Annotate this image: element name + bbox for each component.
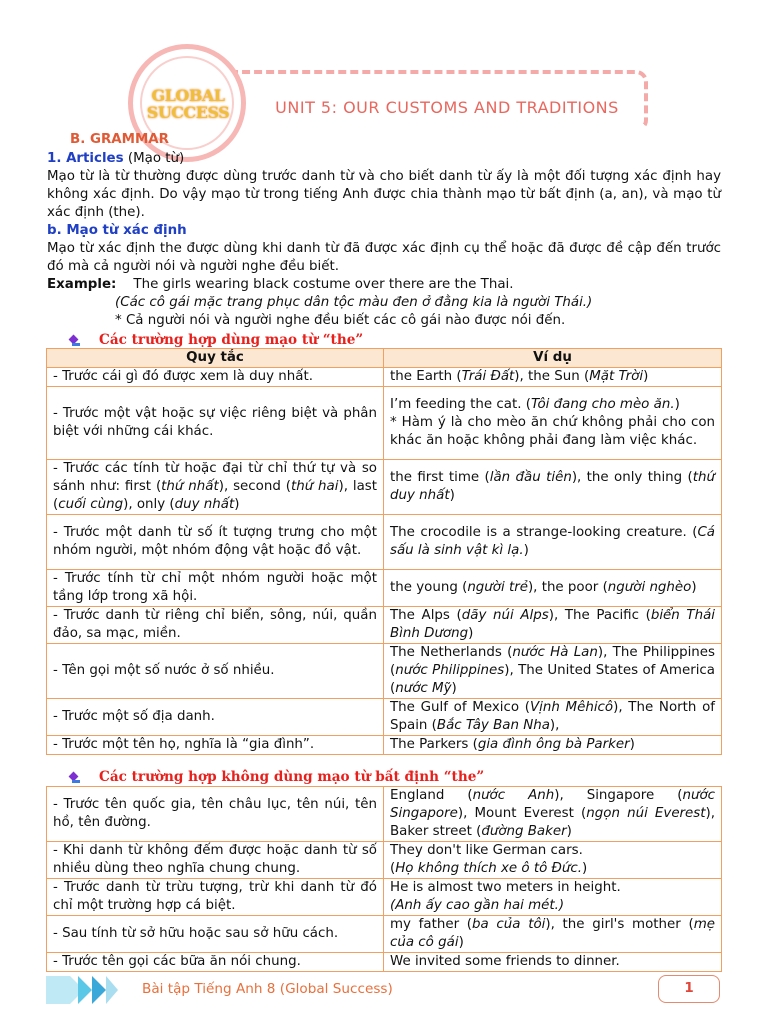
rule-cell: - Trước một danh từ số ít tượng trưng cho một nhóm người, một nhóm động vật hoặc đồ vật. — [47, 515, 384, 570]
example-cell: my father (ba của tôi), the girl's mother (mẹ của cô gái) — [384, 916, 722, 953]
table-row — [47, 842, 722, 879]
no-the-heading: Các trường hợp không dùng mạo từ bất định “the” — [70, 768, 484, 786]
use-the-heading: Các trường hợp dùng mạo từ “the” — [70, 331, 363, 349]
table-row — [47, 607, 722, 644]
footer-chevron-icon — [46, 976, 70, 1004]
rule-cell: - Trước tên quốc gia, tên châu lục, tên núi, tên hồ, tên đường. — [47, 787, 384, 842]
definite-heading: b. Mạo từ xác định — [47, 223, 187, 238]
table-row — [47, 787, 722, 842]
rule-cell: - Trước danh từ trừu tượng, trừ khi danh từ đó chỉ một trường hợp cá biệt. — [47, 879, 384, 916]
example-cell: The Parkers (gia đình ông bà Parker) — [384, 736, 722, 755]
articles-intro: Mạo từ là từ thường được dùng trước danh từ và cho biết danh từ ấy là một đối tượng xác định hay không xác định. Do vậy mạo từ trong tiếng Anh được chia thành mạo từ bất định (a, an), và mạo từ xác định (the). — [47, 169, 721, 220]
example-cell: We invited some friends to dinner. — [384, 953, 722, 972]
rule-cell: - Tên gọi một số nước ở số nhiều. — [47, 644, 384, 699]
definite-description: Mạo từ xác định the được dùng khi danh từ đã được xác định cụ thể hoặc đã được đề cập đến trước đó mà cả người nói và người nghe đều biết. — [47, 241, 721, 274]
table-row — [47, 879, 722, 916]
table-row — [47, 699, 722, 736]
table-row — [47, 387, 722, 460]
column-header-rule: Quy tắc — [47, 349, 384, 368]
rule-cell: - Sau tính từ sở hữu hoặc sau sở hữu cách. — [47, 916, 384, 953]
example-line: Example: The girls wearing black costume over there are the Thai. — [47, 277, 514, 292]
unit-title-box — [206, 70, 648, 132]
rule-cell: - Khi danh từ không đếm được hoặc danh từ số nhiều dùng theo nghĩa chung chung. — [47, 842, 384, 879]
example-cell: the first time (lần đầu tiên), the only thing (thứ duy nhất) — [384, 460, 722, 515]
section-heading-grammar: B. GRAMMAR — [70, 132, 169, 147]
articles-heading: 1. Articles (Mạo từ) — [47, 151, 185, 166]
table-row — [47, 368, 722, 387]
example-cell: The Gulf of Mexico (Vịnh Mêhicô), The North of Spain (Bắc Tây Ban Nha), — [384, 699, 722, 736]
example-cell: I’m feeding the cat. (Tôi đang cho mèo ăn.) * Hàm ý là cho mèo ăn chứ không phải cho con khác ăn hoặc không phải đang làm việc khác. — [384, 387, 722, 460]
example-cell: England (nước Anh), Singapore (nước Singapore), Mount Everest (ngọn núi Everest), Baker street (đường Baker) — [384, 787, 722, 842]
rule-cell: - Trước một tên họ, nghĩa là “gia đình”. — [47, 736, 384, 755]
example-cell: the Earth (Trái Đất), the Sun (Mặt Trời) — [384, 368, 722, 387]
global-success-logo: GLOBAL SUCCESS — [146, 86, 230, 122]
unit-title: UNIT 5: OUR CUSTOMS AND TRADITIONS — [275, 98, 619, 117]
table-row — [47, 570, 722, 607]
example-note: * Cả người nói và người nghe đều biết các cô gái nào được nói đến. — [115, 313, 566, 328]
rule-cell: - Trước các tính từ hoặc đại từ chỉ thứ tự và so sánh như: first (thứ nhất), second (thứ hai), last (cuối cùng), only (duy nhất) — [47, 460, 384, 515]
column-header-example: Ví dụ — [384, 349, 722, 368]
rule-cell: - Trước tính từ chỉ một nhóm người hoặc một tầng lớp trong xã hội. — [47, 570, 384, 607]
rule-cell: - Trước danh từ riêng chỉ biển, sông, núi, quần đảo, sa mạc, miền. — [47, 607, 384, 644]
rule-cell: - Trước một số địa danh. — [47, 699, 384, 736]
table-row — [47, 953, 722, 972]
example-cell: They don't like German cars. (Họ không thích xe ô tô Đức.) — [384, 842, 722, 879]
table-row — [47, 736, 722, 755]
footer-book-title: Bài tập Tiếng Anh 8 (Global Success) — [142, 981, 393, 997]
articles-section — [47, 150, 721, 330]
page-number: 1 — [658, 975, 720, 1003]
use-the-table — [46, 348, 722, 755]
example-cell: The Netherlands (nước Hà Lan), The Philippines (nước Philippines), The United States of America (nước Mỹ) — [384, 644, 722, 699]
example-cell: The crocodile is a strange-looking creature. (Cá sấu là sinh vật kì lạ.) — [384, 515, 722, 570]
table-row — [47, 644, 722, 699]
example-cell: The Alps (dãy núi Alps), The Pacific (biển Thái Bình Dương) — [384, 607, 722, 644]
table-row — [47, 515, 722, 570]
rule-cell: - Trước cái gì đó được xem là duy nhất. — [47, 368, 384, 387]
example-translation: (Các cô gái mặc trang phục dân tộc màu đen ở đằng kia là người Thái.) — [115, 295, 593, 310]
table-row — [47, 460, 722, 515]
no-the-table — [46, 786, 722, 972]
rule-cell: - Trước tên gọi các bữa ăn nói chung. — [47, 953, 384, 972]
example-cell: the young (người trẻ), the poor (người nghèo) — [384, 570, 722, 607]
rule-cell: - Trước một vật hoặc sự việc riêng biệt và phân biệt với những cái khác. — [47, 387, 384, 460]
table-row — [47, 916, 722, 953]
example-cell: He is almost two meters in height. (Anh ấy cao gần hai mét.) — [384, 879, 722, 916]
